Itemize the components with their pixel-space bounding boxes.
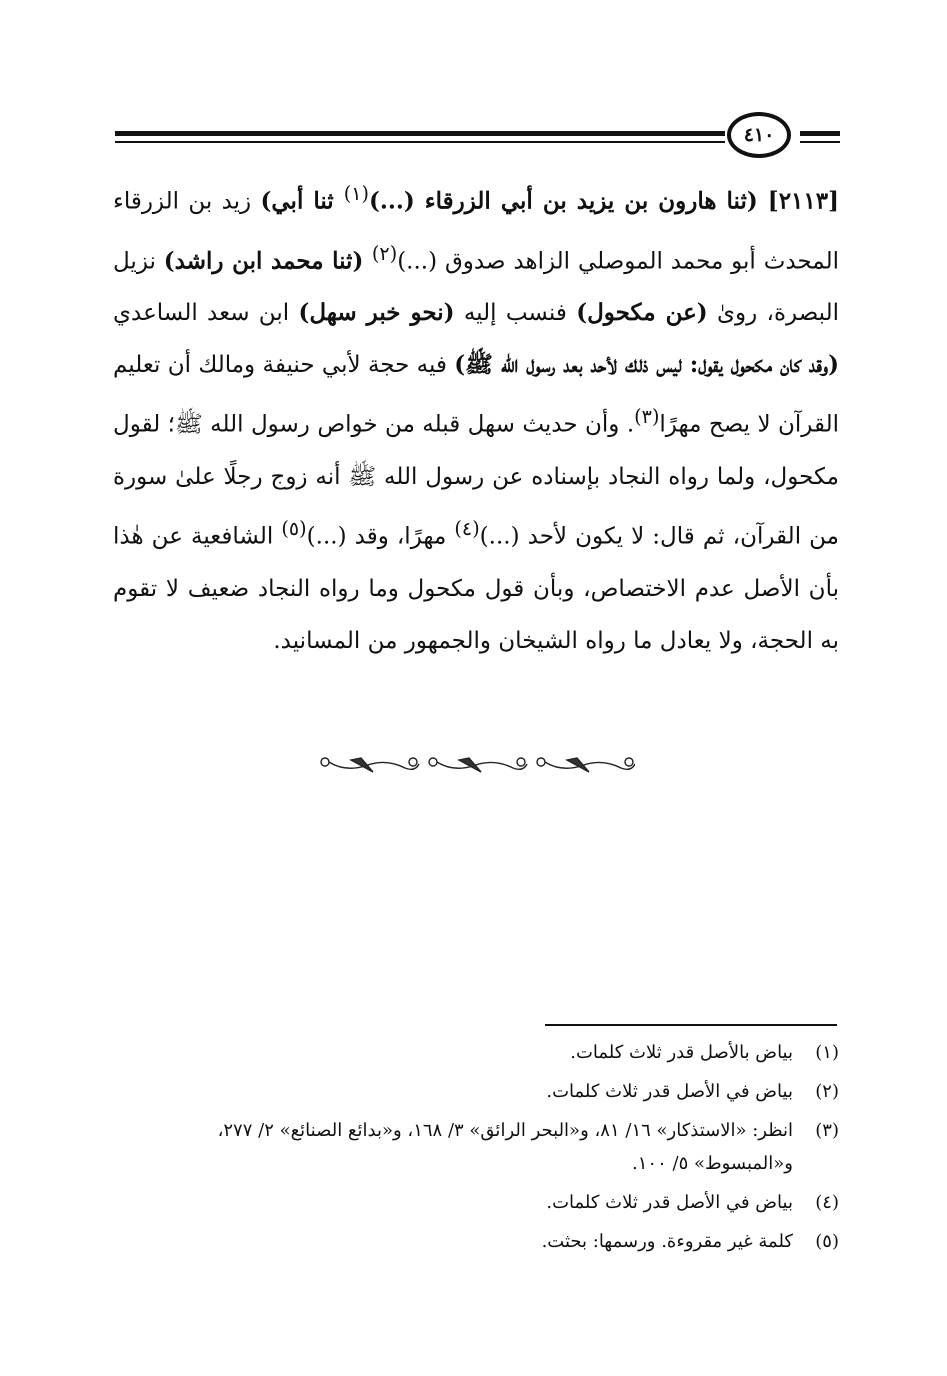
footnote-ref-2[interactable]: (٢) [371,241,398,265]
footnote-4 [113,1186,839,1219]
hadith-heading: [٢١١٣] (ثنا هارون بن يزيد بن أبي الزرقاء (...) [369,187,839,215]
quoted-narrator: ثنا أبي) [260,187,344,215]
commentary-text: زيد بن الزرقاء المحدث أبو محمد الموصلي الزاهد صدوق (...) [113,188,839,275]
footnote-ref-1[interactable]: (١) [343,182,369,205]
footnotes-list [113,1036,839,1264]
footnote-3 [113,1114,839,1180]
header-rule-right-thin [800,141,840,143]
commentary-text: مهرًا، وقد (...) [306,523,455,550]
page-header [115,112,840,158]
footnote-ref-3[interactable]: (٣) [634,405,660,429]
footnote-text: انظر: «الاستذكار» ١٦/ ٨١، و«البحر الرائق» ٣/ ١٦٨، و«بدائع الصنائع» ٢/ ٢٧٧، و«المبسوط» ٥/ ١٠٠. [217,1120,793,1174]
footnote-2 [113,1075,839,1108]
ornament-unit-right [537,758,635,772]
quoted-text: (وقد كان مكحول يقول: ليس ذلك لأحد بعد رسول الله ﷺ) [454,351,839,379]
footnote-ref-5[interactable]: (٥) [281,516,307,540]
footnote-number: (٢) [815,1081,839,1102]
footnote-text: كلمة غير مقروءة. ورسمها: بحثت. [541,1231,793,1252]
header-rule-thick [115,131,725,136]
ornament-divider [315,752,635,780]
footnote-text: بياض في الأصل قدر ثلاث كلمات. [546,1081,793,1102]
main-paragraph [113,168,839,667]
commentary-text: ابن سعد الساعدي [113,300,299,327]
footnote-number: (١) [815,1042,839,1063]
commentary-text: فيه حجة لأبي حنيفة ومالك أن تعليم القرآن لا يصح مهرًا [113,352,840,438]
header-rule-thin [115,141,725,143]
quoted-narrator: (ثنا محمد ابن راشد) [163,247,372,275]
ornament-unit-left [321,758,419,772]
commentary-text: . وأن حديث سهل قبله من خواص رسول الله ﷺ؛ لقول مكحول، ولما رواه النجاد بإسناده عن رسول الله ﷺ أنه زوج رجلًا علىٰ سورة من القرآن، ثم قال: لا يكون لأحد (...) [113,411,839,550]
ornament-unit-center [429,758,527,772]
commentary-text: فنسب إليه [454,300,577,327]
page-number: ٤١٠ [727,112,791,158]
quoted-text: (نحو خبر سهل) [298,299,455,327]
footnote-number: (٤) [815,1192,839,1213]
footnote-ref-4[interactable]: (٤) [454,516,480,540]
footnote-text: بياض في الأصل قدر ثلاث كلمات. [546,1192,793,1213]
footnote-text: بياض بالأصل قدر ثلاث كلمات. [570,1042,793,1063]
footnote-number: (٥) [815,1231,839,1252]
footnote-5 [113,1225,839,1258]
footnote-number: (٣) [815,1120,839,1141]
footnote-1 [113,1036,839,1069]
commentary-text: نزيل البصرة، روىٰ [113,248,839,327]
quoted-narrator: (عن مكحول) [576,299,708,327]
footnote-separator [545,1024,837,1026]
header-rule-right-thick [800,131,840,136]
commentary-text: الشافعية عن هٰذا بأن الأصل عدم الاختصاص، وبأن قول مكحول وما رواه النجاد ضعيف لا تقوم به الحجة، ولا يعادل ما رواه الشيخان والجمهور من المسانيد. [113,523,839,654]
